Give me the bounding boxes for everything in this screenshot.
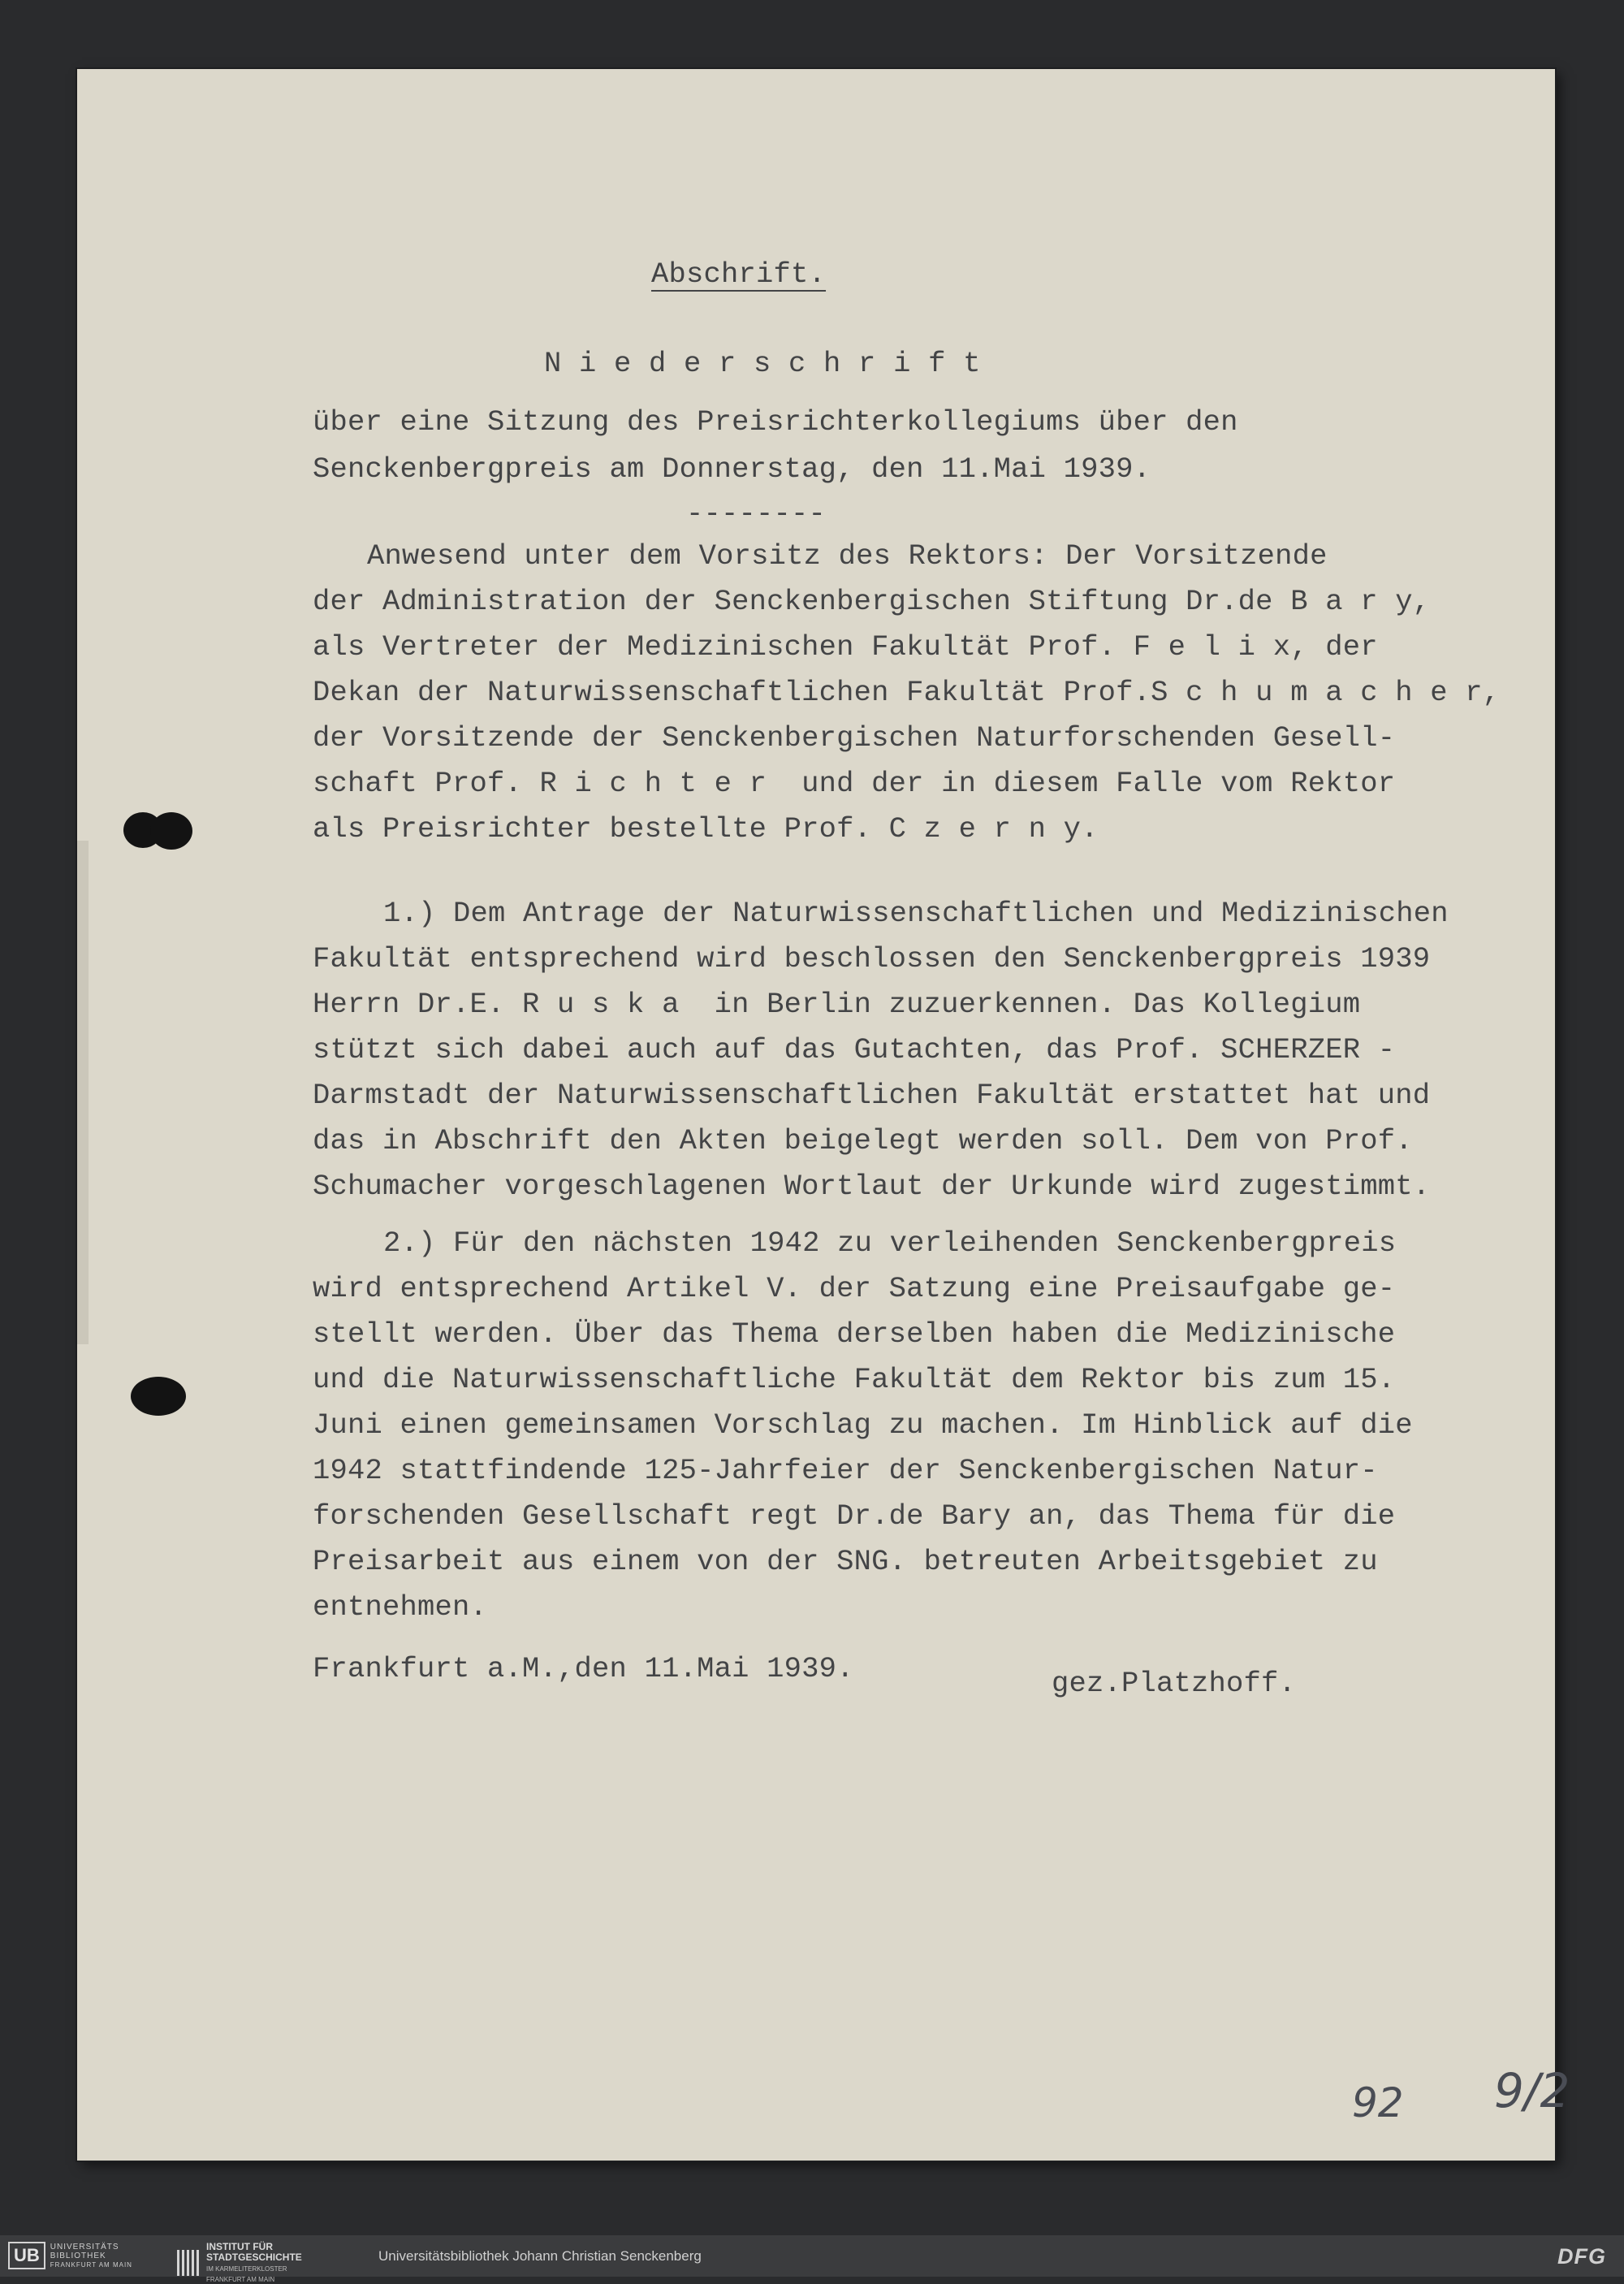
subheading-line: über eine Sitzung des Preisrichterkollegiums über den <box>313 405 1238 439</box>
document-title: Abschrift. <box>651 257 827 291</box>
attendance-line: Anwesend unter dem Vorsitz des Rektors: Der Vorsitzende <box>367 539 1328 573</box>
item1-line: das in Abschrift den Akten beigelegt werden soll. Dem von Prof. <box>313 1124 1413 1157</box>
ub-text-line: UNIVERSITÄTS <box>50 2242 119 2252</box>
punch-hole-bottom <box>131 1377 186 1416</box>
punch-hole-top-right <box>150 812 192 850</box>
attendance-line: schaft Prof. R i c h t e r und der in diesem Falle vom Rektor <box>313 767 1396 800</box>
dfg-logo: DFG <box>1557 2244 1606 2269</box>
item2-line: Preisarbeit aus einem von der SNG. betreuten Arbeitsgebiet zu <box>313 1545 1378 1578</box>
attendance-line: Dekan der Naturwissenschaftlichen Fakultät Prof.S c h u m a c h e r, <box>313 676 1501 709</box>
item2-line: 1942 stattfindende 125-Jahrfeier der Senckenbergischen Natur- <box>313 1454 1378 1487</box>
institute-logo-text <box>206 2242 302 2284</box>
institute-line: STADTGESCHICHTE <box>206 2252 302 2263</box>
item2-line: und die Naturwissenschaftliche Fakultät dem Rektor bis zum 15. <box>313 1363 1396 1396</box>
institute-line: INSTITUT FÜR <box>206 2241 273 2252</box>
item1-line: stützt sich dabei auch auf das Gutachten, das Prof. SCHERZER - <box>313 1033 1396 1066</box>
item2-line: stellt werden. Über das Thema derselben haben die Medizinische <box>313 1317 1396 1351</box>
document-heading: N i e d e r s c h r i f t <box>544 347 981 380</box>
item1-line: Fakultät entsprechend wird beschlossen den Senckenbergpreis 1939 <box>313 942 1431 975</box>
handwritten-mark: 9/2 <box>1494 2063 1570 2118</box>
attendance-line: als Preisrichter bestellte Prof. C z e r n y. <box>313 812 1099 846</box>
item2-line: forschenden Gesellschaft regt Dr.de Bary an, das Thema für die <box>313 1499 1396 1533</box>
place-date: Frankfurt a.M.,den 11.Mai 1939. <box>313 1652 854 1685</box>
institute-logo <box>177 2242 302 2284</box>
attendance-line: der Vorsitzende der Senckenbergischen Naturforschenden Gesell- <box>313 721 1396 755</box>
institute-logo-icon <box>177 2250 201 2276</box>
item1-line: Schumacher vorgeschlagenen Wortlaut der Urkunde wird zugestimmt. <box>313 1170 1431 1203</box>
attendance-line: als Vertreter der Medizinischen Fakultät Prof. F e l i x, der <box>313 630 1378 664</box>
item2-line: entnehmen. <box>313 1590 488 1624</box>
footer-bar <box>0 2235 1624 2283</box>
item1-line: Darmstadt der Naturwissenschaftlichen Fakultät erstattet hat und <box>313 1079 1431 1112</box>
ub-logo-text <box>50 2243 132 2269</box>
subheading-line: Senckenbergpreis am Donnerstag, den 11.Mai 1939. <box>313 452 1151 486</box>
item2-line: Juni einen gemeinsamen Vorschlag zu machen. Im Hinblick auf die <box>313 1408 1413 1442</box>
ub-logo-mark: UB <box>8 2242 45 2269</box>
item2-line: wird entsprechend Artikel V. der Satzung eine Preisaufgabe ge- <box>313 1272 1396 1305</box>
institute-sub-line: FRANKFURT AM MAIN <box>206 2276 275 2283</box>
item1-line: Herrn Dr.E. R u s k a in Berlin zuzuerkennen. Das Kollegium <box>313 988 1361 1021</box>
attendance-line: der Administration der Senckenbergischen Stiftung Dr.de B a r y, <box>313 585 1431 618</box>
item1-line: 1.) Dem Antrage der Naturwissenschaftlichen und Medizinischen <box>383 897 1449 930</box>
item2-line: 2.) Für den nächsten 1942 zu verleihenden Senckenbergpreis <box>383 1226 1397 1260</box>
ub-logo <box>8 2242 132 2269</box>
ub-text-line: FRANKFURT AM MAIN <box>50 2260 132 2269</box>
separator: -------- <box>686 497 827 530</box>
ub-text-line: BIBLIOTHEK <box>50 2251 106 2260</box>
handwritten-page-number: 92 <box>1352 2079 1404 2126</box>
library-name: Universitätsbibliothek Johann Christian Senckenberg <box>378 2248 702 2264</box>
document-page <box>77 69 1570 2161</box>
signature: gez.Platzhoff. <box>1052 1667 1297 1700</box>
institute-sub-line: IM KARMELITERKLOSTER <box>206 2265 287 2273</box>
